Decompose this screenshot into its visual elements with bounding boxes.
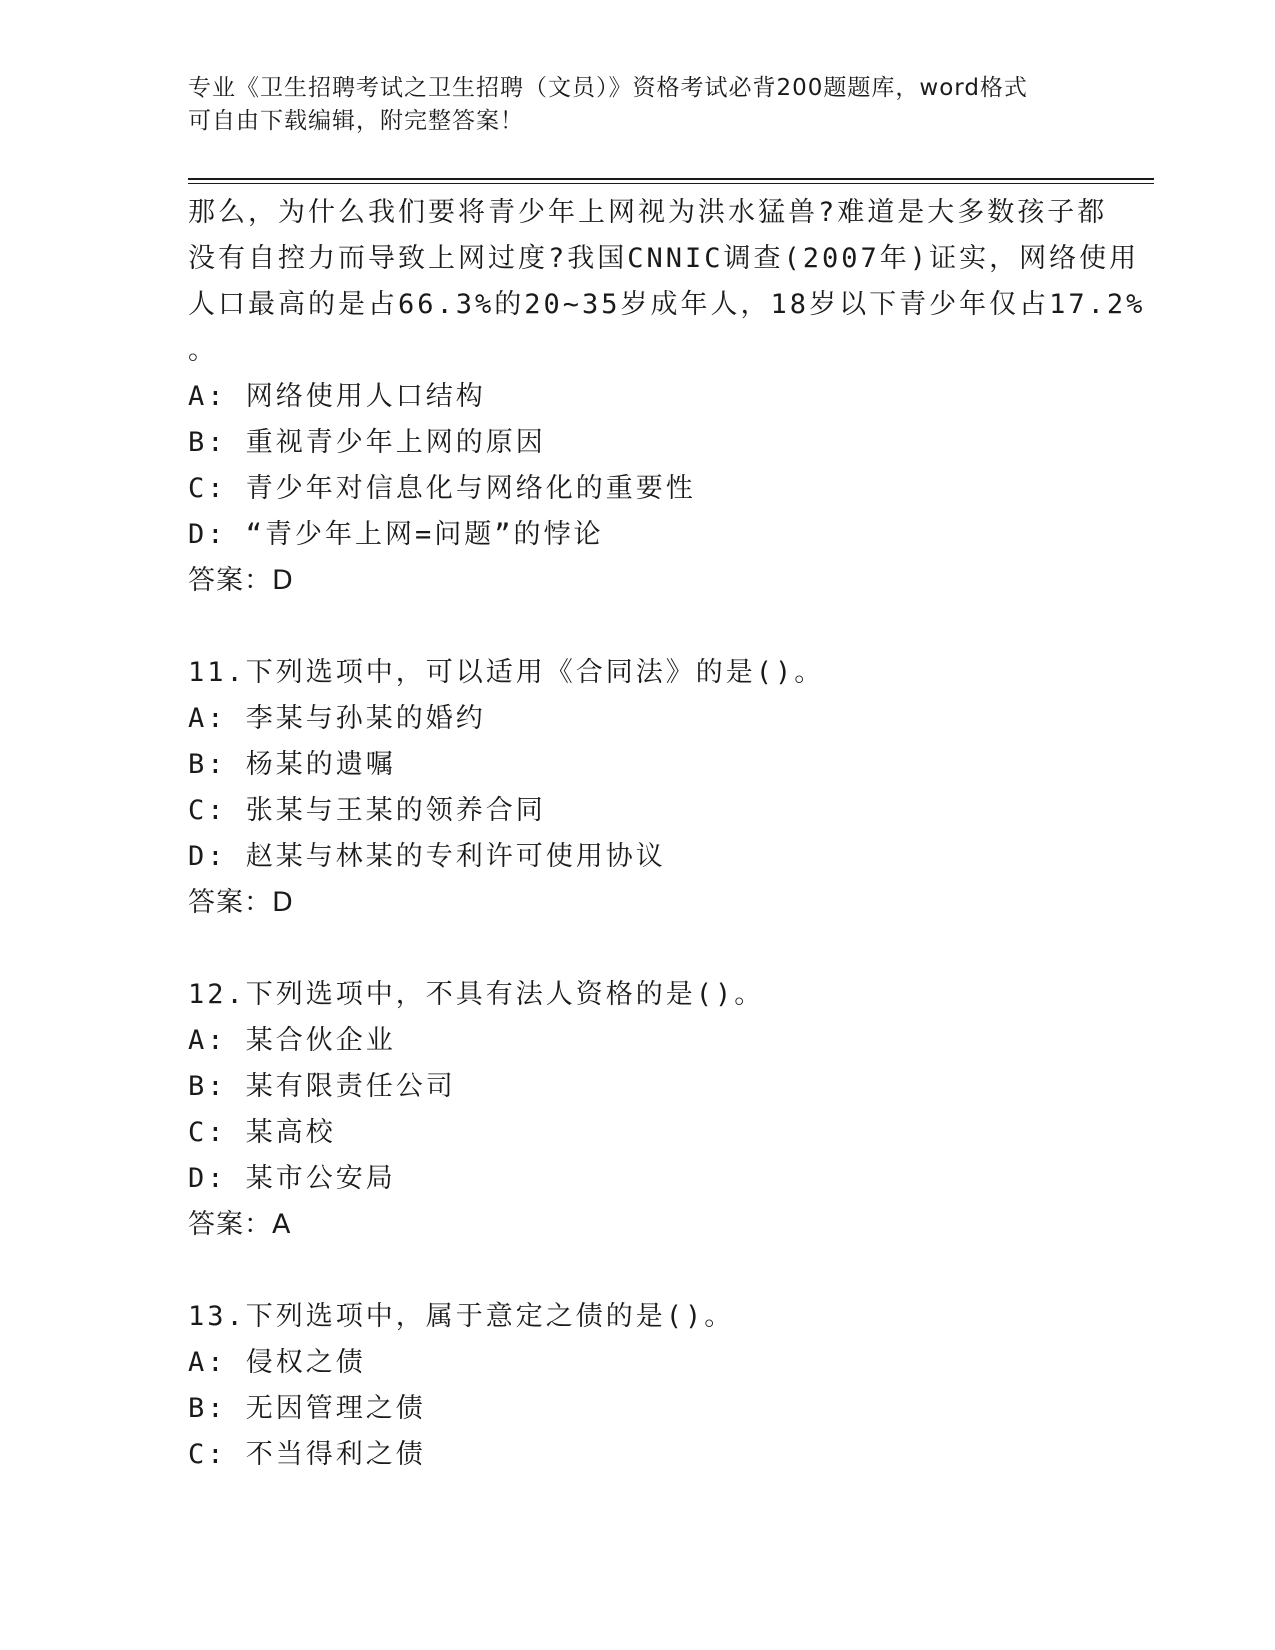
spacer <box>188 926 1088 972</box>
document-header <box>188 72 1088 138</box>
option-d: D: 赵某与林某的专利许可使用协议 <box>188 841 666 872</box>
header-divider-thin <box>188 183 1154 184</box>
option-b: B: 重视青少年上网的原因 <box>188 427 546 458</box>
answer-line: 答案：D <box>188 887 294 918</box>
option-a: A: 网络使用人口结构 <box>188 381 486 412</box>
option-a: A: 某合伙企业 <box>188 1025 396 1056</box>
passage-line: 。 <box>188 335 218 366</box>
option-b: B: 某有限责任公司 <box>188 1071 456 1102</box>
option-a: A: 李某与孙某的婚约 <box>188 703 486 734</box>
question-12: 12.下列选项中，不具有法人资格的是()。 <box>188 979 765 1010</box>
option-c: C: 某高校 <box>188 1117 336 1148</box>
spacer <box>188 1248 1088 1294</box>
option-c: C: 张某与王某的领养合同 <box>188 795 546 826</box>
passage-line: 没有自控力而导致上网过度?我国CNNIC调查(2007年)证实，网络使用 <box>188 243 1140 274</box>
option-b: B: 无因管理之债 <box>188 1393 426 1424</box>
question-13: 13.下列选项中，属于意定之债的是()。 <box>188 1301 735 1332</box>
spacer <box>188 604 1088 650</box>
passage-line: 人口最高的是占66.3%的20~35岁成年人，18岁以下青少年仅占17.2% <box>188 289 1146 320</box>
header-divider-thick <box>188 178 1154 180</box>
answer-line: 答案：A <box>188 1209 292 1240</box>
option-b: B: 杨某的遗嘱 <box>188 749 396 780</box>
option-d: D: “青少年上网=问题”的悖论 <box>188 519 604 550</box>
option-a: A: 侵权之债 <box>188 1347 366 1378</box>
header-title-line2: 可自由下载编辑，附完整答案！ <box>188 108 524 134</box>
answer-line: 答案：D <box>188 565 294 596</box>
header-title-line1: 专业《卫生招聘考试之卫生招聘（文员）》资格考试必背200题题库，word格式 <box>188 75 1028 101</box>
option-c: C: 青少年对信息化与网络化的重要性 <box>188 473 696 504</box>
option-c: C: 不当得利之债 <box>188 1439 426 1470</box>
option-d: D: 某市公安局 <box>188 1163 396 1194</box>
document-body <box>188 190 1146 1478</box>
passage-line: 那么，为什么我们要将青少年上网视为洪水猛兽?难道是大多数孩子都 <box>188 197 1108 228</box>
question-11: 11.下列选项中，可以适用《合同法》的是()。 <box>188 657 825 688</box>
